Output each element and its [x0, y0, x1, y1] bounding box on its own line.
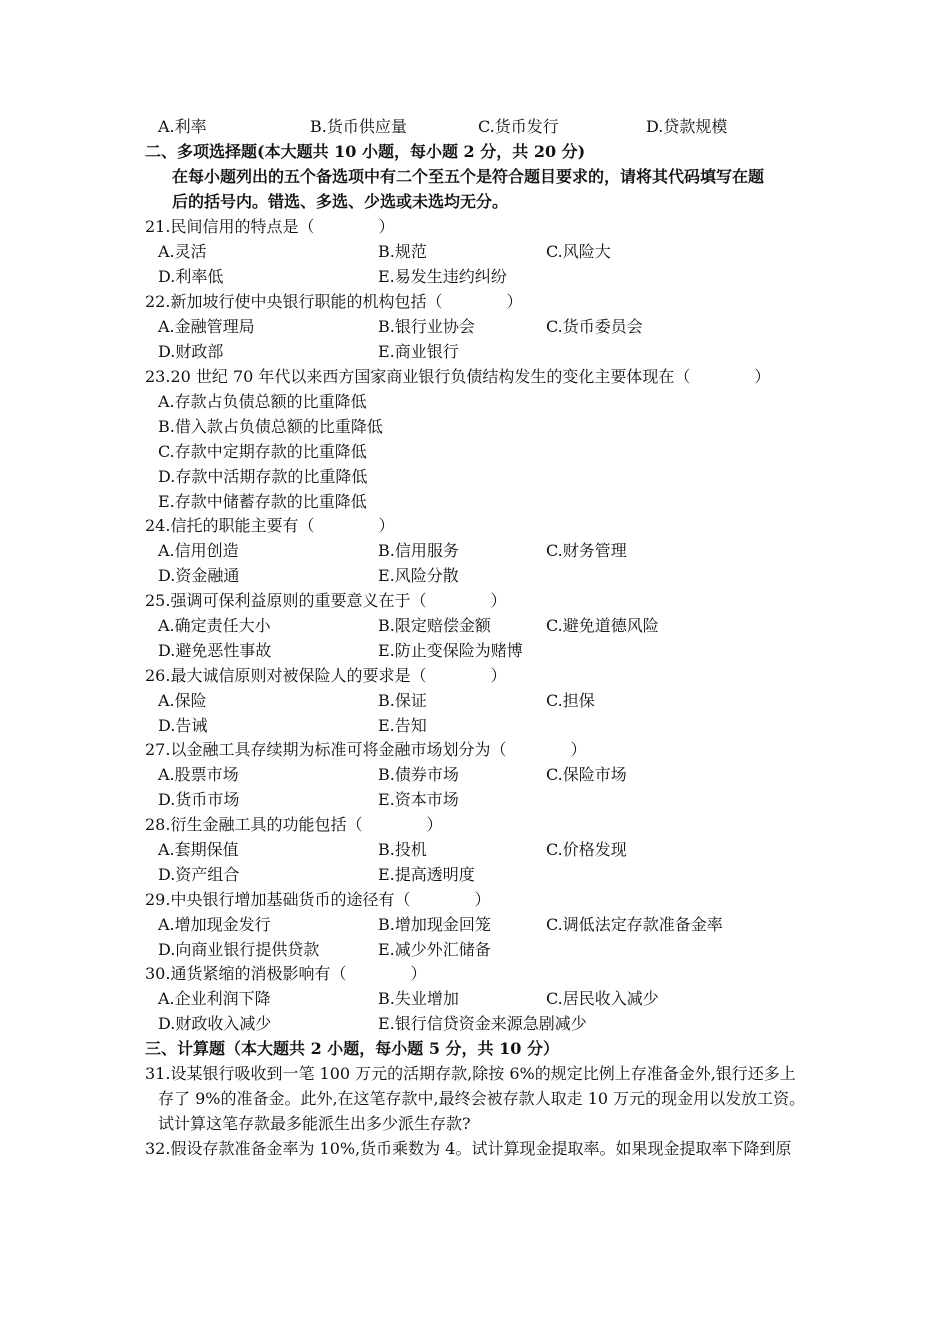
option: E.提高透明度: [378, 865, 475, 884]
question-stem: 29.中央银行增加基础货币的途径有（ ）: [145, 890, 491, 909]
option: D.利率低: [158, 267, 224, 286]
option: C.财务管理: [546, 541, 627, 560]
question-stem: 21.民间信用的特点是（ ）: [145, 217, 395, 236]
option: A.金融管理局: [158, 317, 255, 336]
question-stem: 23.20 世纪 70 年代以来西方国家商业银行负债结构发生的变化主要体现在（ ）: [145, 367, 771, 386]
question-text: 试计算这笔存款最多能派生出多少派生存款?: [158, 1114, 471, 1133]
option: B.银行业协会: [378, 317, 475, 336]
option: D.贷款规模: [646, 117, 728, 136]
option: B.信用服务: [378, 541, 459, 560]
section-instruction: 在每小题列出的五个备选项中有二个至五个是符合题目要求的，请将其代码填写在题: [172, 167, 765, 186]
option: B.保证: [378, 691, 427, 710]
question-stem: 24.信托的职能主要有（ ）: [145, 516, 395, 535]
question-text: 存了 9%的准备金。此外,在这笔存款中,最终会被存款人取走 10 万元的现金用以发放工资。: [158, 1089, 806, 1108]
option: A.股票市场: [158, 765, 239, 784]
option: D.告诫: [158, 716, 208, 735]
option: B.限定赔偿金额: [378, 616, 491, 635]
option: E.防止变保险为赌博: [378, 641, 523, 660]
option: C.风险大: [546, 242, 611, 261]
option: B.借入款占负债总额的比重降低: [158, 417, 383, 436]
option: D.向商业银行提供贷款: [158, 940, 320, 959]
section-instruction: 后的括号内。错选、多选、少选或未选均无分。: [172, 192, 509, 211]
option: C.担保: [546, 691, 595, 710]
question-stem: 28.衍生金融工具的功能包括（ ）: [145, 815, 443, 834]
option: B.失业增加: [378, 989, 459, 1008]
option: E.风险分散: [378, 566, 459, 585]
option: C.保险市场: [546, 765, 627, 784]
option: E.告知: [378, 716, 427, 735]
question-stem: 30.通货紧缩的消极影响有（ ）: [145, 964, 427, 983]
option: A.利率: [158, 117, 207, 136]
option: A.信用创造: [158, 541, 239, 560]
option: E.银行信贷资金来源急剧减少: [378, 1014, 587, 1033]
option: D.资金融通: [158, 566, 240, 585]
section-title: 三、计算题（本大题共 2 小题，每小题 5 分，共 10 分）: [145, 1039, 559, 1058]
option: D.财政收入减少: [158, 1014, 272, 1033]
option: D.资产组合: [158, 865, 240, 884]
question-stem: 25.强调可保利益原则的重要意义在于（ ）: [145, 591, 507, 610]
option: A.企业利润下降: [158, 989, 271, 1008]
question-text: 31.设某银行吸收到一笔 100 万元的活期存款,除按 6%的规定比例上存准备金外,银行还多上: [145, 1064, 796, 1083]
option: E.存款中储蓄存款的比重降低: [158, 492, 367, 511]
option: B.增加现金回笼: [378, 915, 491, 934]
option: A.存款占负债总额的比重降低: [158, 392, 367, 411]
question-stem: 22.新加坡行使中央银行职能的机构包括（ ）: [145, 292, 523, 311]
option: A.确定责任大小: [158, 616, 271, 635]
option: B.债券市场: [378, 765, 459, 784]
option: C.居民收入减少: [546, 989, 659, 1008]
option: A.灵活: [158, 242, 207, 261]
option: D.避免恶性事故: [158, 641, 272, 660]
question-stem: 27.以金融工具存续期为标准可将金融市场划分为（ ）: [145, 740, 587, 759]
option: A.套期保值: [158, 840, 239, 859]
option: C.存款中定期存款的比重降低: [158, 442, 367, 461]
option: B.规范: [378, 242, 427, 261]
option: C.货币发行: [478, 117, 559, 136]
question-stem: 26.最大诚信原则对被保险人的要求是（ ）: [145, 666, 507, 685]
option: C.避免道德风险: [546, 616, 659, 635]
option: B.货币供应量: [310, 117, 407, 136]
option: D.财政部: [158, 342, 224, 361]
option: E.减少外汇储备: [378, 940, 491, 959]
option: E.易发生违约纠纷: [378, 267, 507, 286]
option: E.资本市场: [378, 790, 459, 809]
option: A.增加现金发行: [158, 915, 271, 934]
option: D.货币市场: [158, 790, 240, 809]
option: C.调低法定存款准备金率: [546, 915, 723, 934]
option: C.价格发现: [546, 840, 627, 859]
option: C.货币委员会: [546, 317, 643, 336]
option: D.存款中活期存款的比重降低: [158, 467, 368, 486]
section-title: 二、多项选择题(本大题共 10 小题，每小题 2 分，共 20 分): [145, 142, 586, 161]
option: A.保险: [158, 691, 207, 710]
question-text: 32.假设存款准备金率为 10%,货币乘数为 4。试计算现金提取率。如果现金提取率下降到原: [145, 1139, 792, 1158]
option: B.投机: [378, 840, 427, 859]
option: E.商业银行: [378, 342, 459, 361]
